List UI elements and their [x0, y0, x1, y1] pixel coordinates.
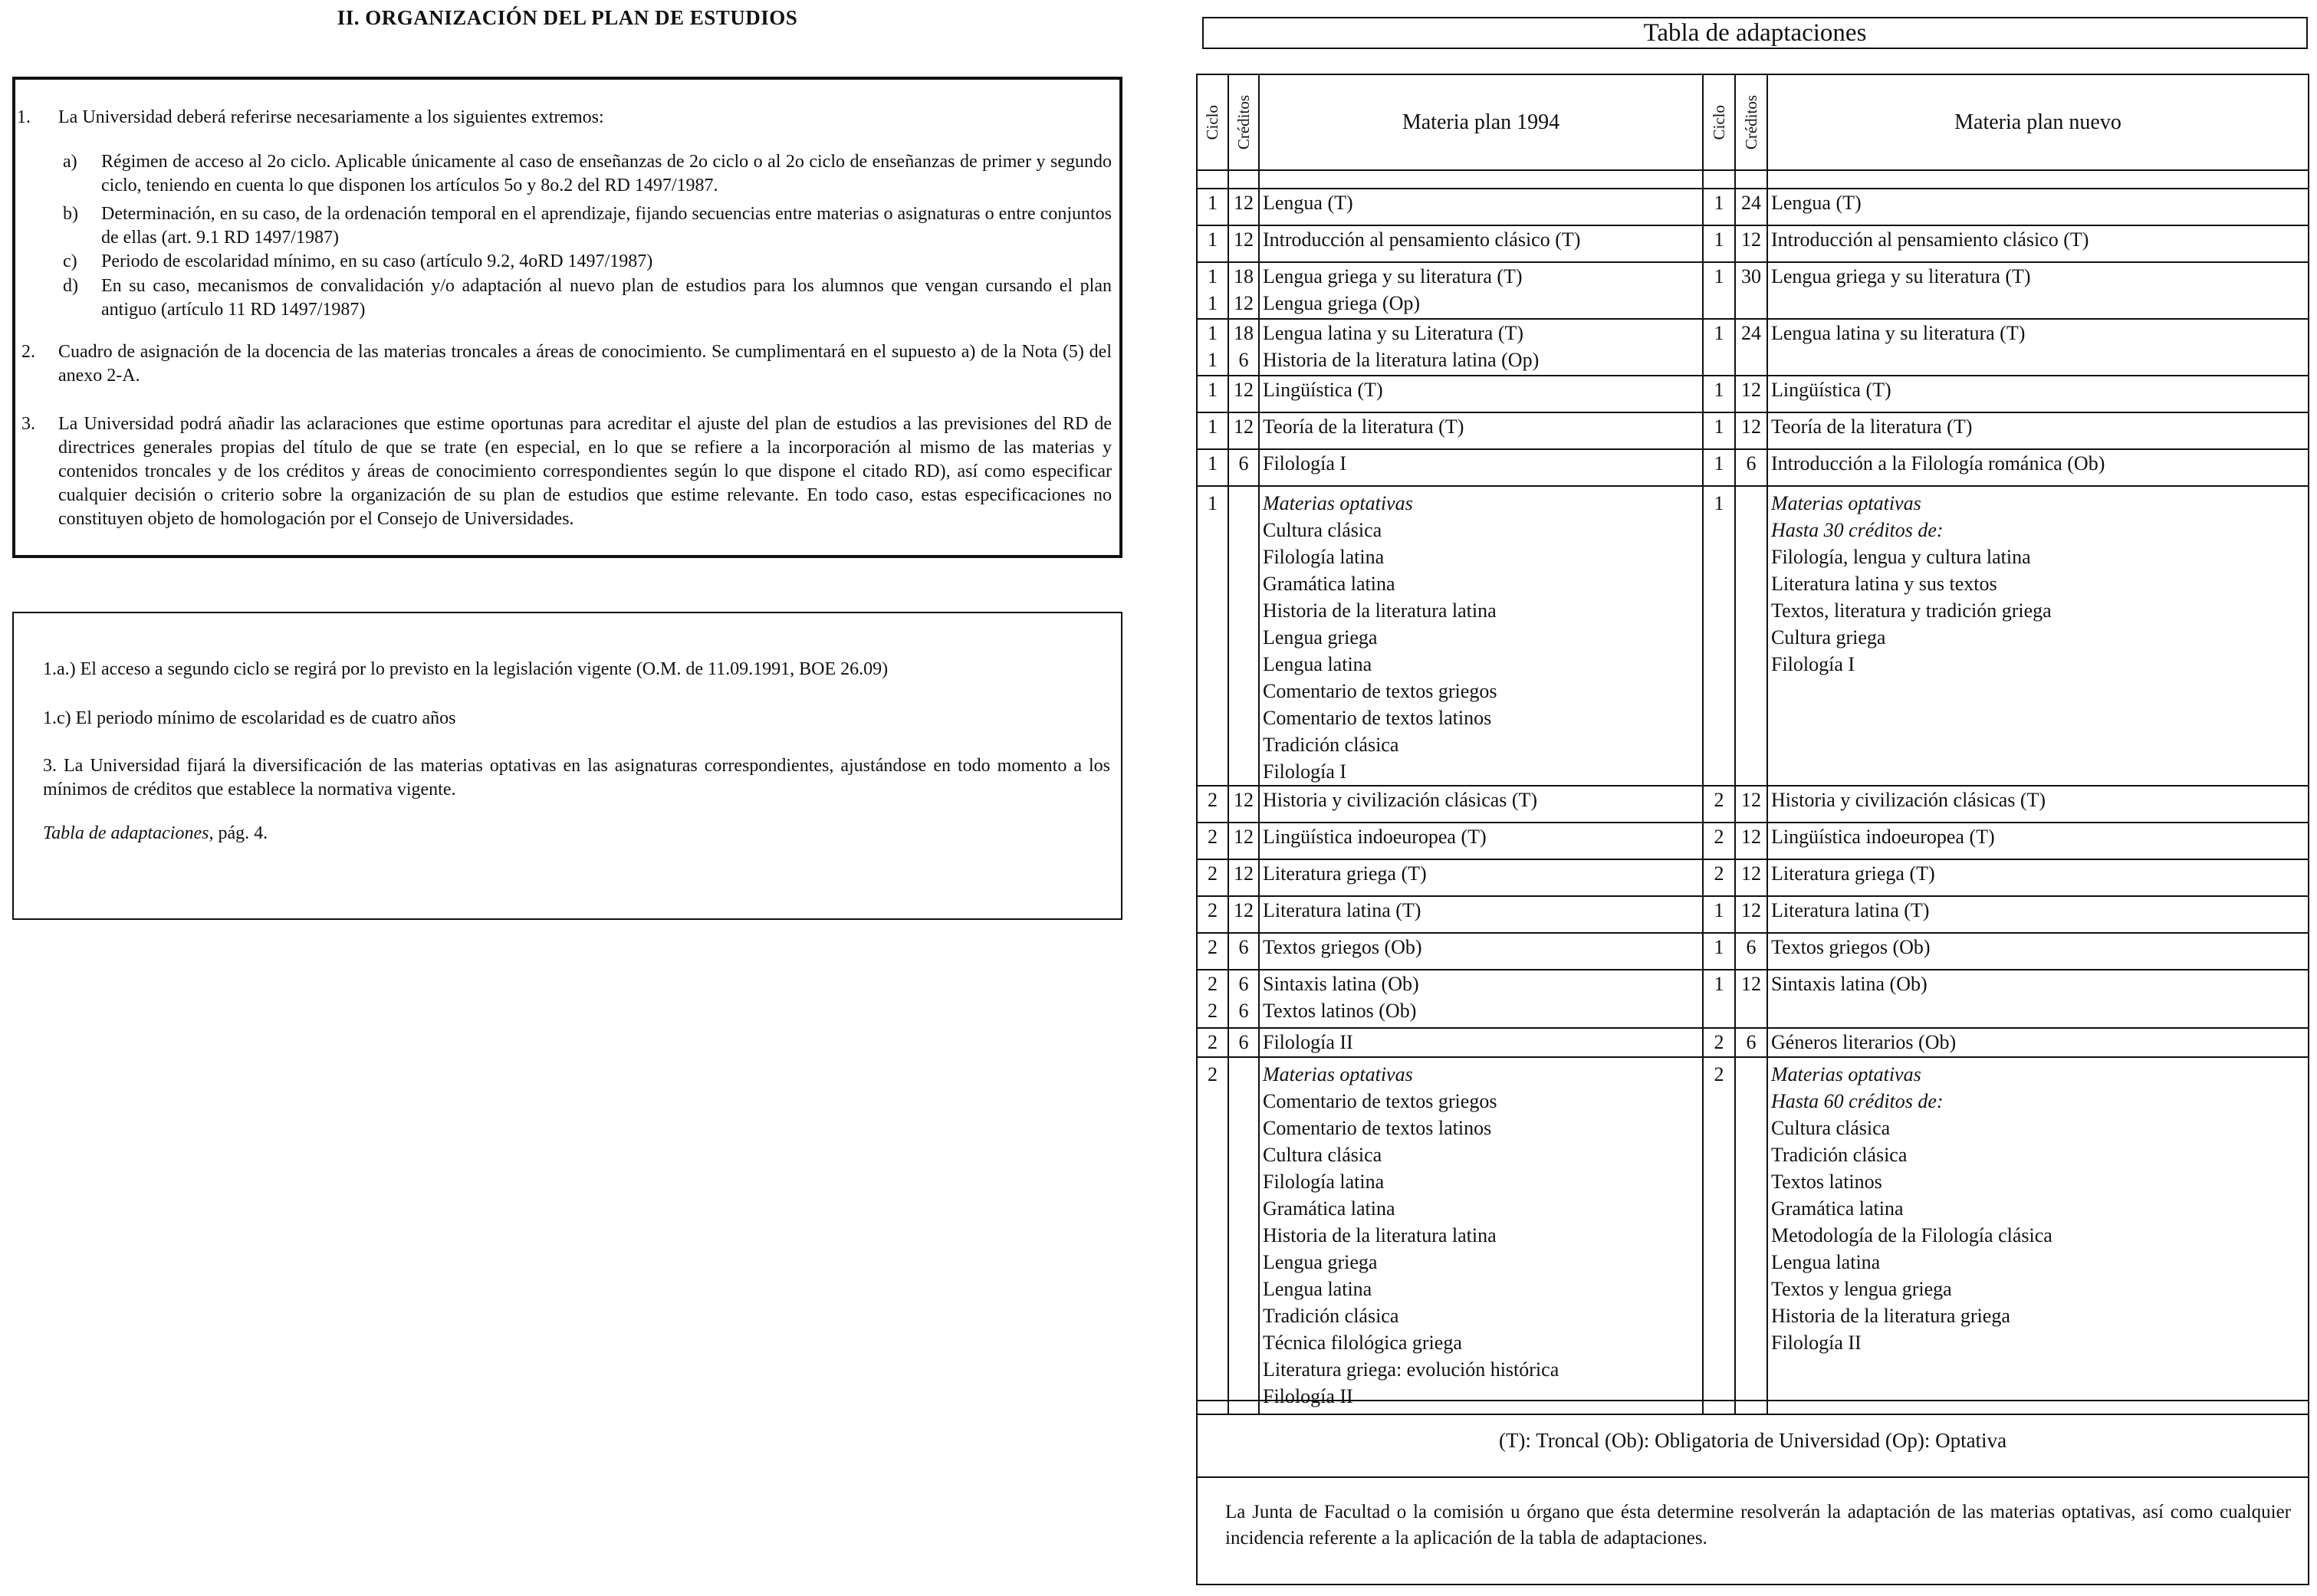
- header-ciclo-new: Ciclo: [1703, 75, 1735, 170]
- list-item: Lengua griega: [1263, 626, 1378, 649]
- list-item: Textos latinos: [1771, 1171, 1882, 1193]
- old-materia: Teoría de la literatura (T): [1259, 412, 1703, 449]
- list-item: Literatura latina y sus textos: [1771, 573, 1997, 595]
- list-item: Filología, lengua y cultura latina: [1771, 546, 2031, 568]
- new-ciclo: 1: [1703, 486, 1735, 786]
- list-item: Lengua latina: [1771, 1251, 1881, 1273]
- list-item: Historia de la literatura latina: [1263, 1224, 1497, 1246]
- header-materia-old: Materia plan 1994: [1259, 75, 1703, 170]
- new-creditos: 12: [1735, 225, 1767, 262]
- table-row: [1198, 225, 2308, 262]
- table-row: [1198, 376, 2308, 412]
- old-creditos: 12: [1228, 376, 1259, 412]
- old-ciclo: 2: [1198, 859, 1228, 896]
- old-optativas-list: [1259, 486, 1703, 786]
- new-ciclo: 1: [1703, 225, 1735, 262]
- new-creditos: 12: [1735, 859, 1767, 896]
- table-row: [1198, 262, 2308, 319]
- new-optativas-heading: Materias optativas: [1771, 492, 1921, 514]
- old-ciclo: 1: [1198, 486, 1228, 786]
- new-creditos: 24: [1735, 319, 1767, 376]
- old-creditos: 12: [1228, 412, 1259, 449]
- new-creditos: 12: [1735, 376, 1767, 412]
- old-optativas-heading: Materias optativas: [1263, 492, 1413, 514]
- list-item: Historia de la literatura latina: [1263, 599, 1497, 622]
- note-table-reference-italic: Tabla de adaptaciones: [43, 823, 209, 843]
- new-ciclo: 1: [1703, 933, 1735, 970]
- list-item: Comentario de textos latinos: [1263, 707, 1492, 729]
- old-ciclo: 2: [1198, 1057, 1228, 1414]
- new-creditos: 30: [1735, 262, 1767, 319]
- spacer-cell: [1735, 170, 1767, 189]
- new-materia: Literatura griega (T): [1767, 859, 2308, 896]
- new-materia: Teoría de la literatura (T): [1767, 412, 2308, 449]
- new-ciclo: 1: [1703, 970, 1735, 1028]
- old-creditos: 6 6: [1228, 970, 1259, 1028]
- new-ciclo: 2: [1703, 859, 1735, 896]
- new-ciclo: 1: [1703, 449, 1735, 486]
- table-row: [1198, 896, 2308, 933]
- spacer-cell: [1228, 170, 1259, 189]
- table-header-row: [1198, 75, 2308, 170]
- header-materia-new: Materia plan nuevo: [1767, 75, 2308, 170]
- new-materia: Introducción a la Filología románica (Ob): [1767, 449, 2308, 486]
- old-materia: Sintaxis latina (Ob) Textos latinos (Ob): [1259, 970, 1703, 1028]
- new-optativas-subheading: Hasta 60 créditos de:: [1771, 1090, 1944, 1112]
- old-creditos: 12: [1228, 859, 1259, 896]
- new-creditos: [1735, 486, 1767, 786]
- item-1-text: La Universidad deberá referirse necesariamente a los siguientes extremos:: [58, 107, 604, 127]
- list-item: Lengua griega: [1263, 1251, 1378, 1273]
- new-materia: Lingüística (T): [1767, 376, 2308, 412]
- new-ciclo: 1: [1703, 412, 1735, 449]
- new-materia: Textos griegos (Ob): [1767, 933, 2308, 970]
- table-row: [1198, 823, 2308, 859]
- list-item: Lengua latina: [1263, 653, 1372, 675]
- old-optativas-list: [1259, 1057, 1703, 1414]
- old-creditos: 6: [1228, 933, 1259, 970]
- old-materia: Lengua (T): [1259, 189, 1703, 225]
- table-row: [1198, 189, 2308, 225]
- list-item: Comentario de textos latinos: [1263, 1117, 1492, 1139]
- spacer-cell: [1703, 170, 1735, 189]
- new-creditos: 6: [1735, 933, 1767, 970]
- old-materia: Introducción al pensamiento clásico (T): [1259, 225, 1703, 262]
- header-ciclo-old: Ciclo: [1198, 75, 1228, 170]
- new-ciclo: 2: [1703, 823, 1735, 859]
- list-item: Comentario de textos griegos: [1263, 1090, 1497, 1112]
- old-creditos: 6: [1228, 449, 1259, 486]
- new-creditos: 12: [1735, 412, 1767, 449]
- list-item: Filología latina: [1263, 546, 1385, 568]
- item-1c-letter: c): [63, 251, 77, 271]
- list-item: Historia de la literatura griega: [1771, 1305, 2010, 1327]
- new-materia: Lengua griega y su literatura (T): [1767, 262, 2308, 319]
- new-ciclo: 1: [1703, 189, 1735, 225]
- old-materia: Literatura latina (T): [1259, 896, 1703, 933]
- list-item: Literatura griega: evolución histórica: [1263, 1358, 1559, 1381]
- list-item: Tradición clásica: [1263, 1305, 1399, 1327]
- old-ciclo: 2: [1198, 896, 1228, 933]
- new-materia: Historia y civilización clásicas (T): [1767, 786, 2308, 823]
- item-1b-text: Determinación, en su caso, de la ordenación temporal en el aprendizaje, fijando secuencias entre materias o asignaturas o entre conjuntos de ellas (art. 9.1 RD 1497/1987): [101, 204, 1112, 248]
- new-creditos: 6: [1735, 1028, 1767, 1057]
- item-1a-text: Régimen de acceso al 2o ciclo. Aplicable únicamente al caso de enseñanzas de 2o ciclo o al 2o ciclo de enseñanzas de primer y segundo ciclo, teniendo en cuenta lo que disponen los artículos 5o y 8o.2 del RD 1497/1987.: [101, 152, 1112, 195]
- new-materia: Lengua (T): [1767, 189, 2308, 225]
- old-creditos: 12: [1228, 189, 1259, 225]
- list-item: Gramática latina: [1263, 573, 1395, 595]
- old-materia: Literatura griega (T): [1259, 859, 1703, 896]
- old-ciclo: 2: [1198, 1028, 1228, 1057]
- old-materia: Filología I: [1259, 449, 1703, 486]
- list-item: Lengua latina: [1263, 1278, 1372, 1300]
- new-ciclo: 1: [1703, 262, 1735, 319]
- old-ciclo: 2: [1198, 823, 1228, 859]
- header-creditos-new: Créditos: [1735, 75, 1767, 170]
- old-materia: Textos griegos (Ob): [1259, 933, 1703, 970]
- list-item: Técnica filológica griega: [1263, 1332, 1462, 1354]
- table-row: [1198, 933, 2308, 970]
- list-item: Filología II: [1263, 1385, 1353, 1407]
- old-creditos: [1228, 1057, 1259, 1414]
- adaptations-table: [1198, 75, 2308, 1415]
- new-materia: Géneros literarios (Ob): [1767, 1028, 2308, 1057]
- old-creditos: 12: [1228, 823, 1259, 859]
- table-row-optativas-2: [1198, 1057, 2308, 1414]
- list-item: Cultura clásica: [1771, 1117, 1891, 1139]
- old-materia: Historia y civilización clásicas (T): [1259, 786, 1703, 823]
- note-table-reference: [43, 822, 1109, 846]
- spacer-cell: [1767, 170, 2308, 189]
- old-creditos: 12: [1228, 896, 1259, 933]
- new-materia: Literatura latina (T): [1767, 896, 2308, 933]
- old-creditos: 12: [1228, 225, 1259, 262]
- old-creditos: [1228, 486, 1259, 786]
- list-item: Filología II: [1771, 1332, 1862, 1354]
- new-creditos: 12: [1735, 970, 1767, 1028]
- item-1-number: 1.: [17, 107, 31, 127]
- old-materia: Lengua griega y su literatura (T) Lengua griega (Op): [1259, 262, 1703, 319]
- old-materia: Filología II: [1259, 1028, 1703, 1057]
- new-optativas-heading: Materias optativas: [1771, 1063, 1921, 1085]
- new-materia: Lengua latina y su literatura (T): [1767, 319, 2308, 376]
- old-ciclo: 1 1: [1198, 262, 1228, 319]
- item-1d-letter: d): [63, 276, 78, 296]
- list-item: Cultura clásica: [1263, 519, 1382, 541]
- old-materia: Lengua latina y su Literatura (T) Historia de la literatura latina (Op): [1259, 319, 1703, 376]
- old-materia: Lingüística indoeuropea (T): [1259, 823, 1703, 859]
- old-ciclo: 2: [1198, 933, 1228, 970]
- list-item: Tradición clásica: [1263, 734, 1399, 756]
- list-item: Cultura clásica: [1263, 1144, 1382, 1166]
- table-spacer-row: [1198, 170, 2308, 189]
- old-creditos: 6: [1228, 1028, 1259, 1057]
- old-ciclo: 2: [1198, 786, 1228, 823]
- footer-note: La Junta de Facultad o la comisión u órgano que ésta determine resolverán la adaptación de las materias optativas, así como cualquier incidencia referente a la aplicación de la tabla de adaptaciones.: [1225, 1502, 2291, 1548]
- new-ciclo: 2: [1703, 1028, 1735, 1057]
- item-2-text: Cuadro de asignación de la docencia de las materias troncales a áreas de conocimiento. Se cumplimentará en el supuesto a) de la Nota (5) del anexo 2-A.: [58, 342, 1112, 386]
- abbreviations-legend: (T): Troncal (Ob): Obligatoria de Universidad (Op): Optativa: [1198, 1400, 2308, 1478]
- note-table-reference-page: , pág. 4.: [209, 823, 268, 843]
- new-ciclo: 2: [1703, 786, 1735, 823]
- table-title: Tabla de adaptaciones: [1202, 17, 2308, 49]
- old-creditos: 12: [1228, 786, 1259, 823]
- note-access: 1.a.) El acceso a segundo ciclo se regirá por lo previsto en la legislación vigente (O.M. de 11.09.1991, BOE 26.09): [43, 659, 889, 679]
- new-ciclo: 2: [1703, 1057, 1735, 1414]
- new-creditos: 12: [1735, 786, 1767, 823]
- new-creditos: 12: [1735, 896, 1767, 933]
- new-ciclo: 1: [1703, 319, 1735, 376]
- spacer-cell: [1259, 170, 1703, 189]
- adaptations-table-frame: [1196, 74, 2309, 1585]
- old-ciclo: 1: [1198, 412, 1228, 449]
- table-row: [1198, 970, 2308, 1028]
- header-creditos-old: Créditos: [1228, 75, 1259, 170]
- table-row: [1198, 1028, 2308, 1057]
- new-ciclo: 1: [1703, 376, 1735, 412]
- list-item: Comentario de textos griegos: [1263, 680, 1497, 702]
- new-creditos: 6: [1735, 449, 1767, 486]
- list-item: Textos, literatura y tradición griega: [1771, 599, 2052, 622]
- note-optativas: 3. La Universidad fijará la diversificación de las materias optativas en las asignaturas correspondientes, ajustándose en todo momento a los mínimos de créditos que establece la normativa vigente.: [43, 756, 1110, 800]
- new-optativas-subheading: Hasta 30 créditos de:: [1771, 519, 1944, 541]
- item-2-number: 2.: [21, 342, 35, 362]
- new-creditos: 24: [1735, 189, 1767, 225]
- list-item: Filología I: [1263, 760, 1347, 783]
- item-3-text: La Universidad podrá añadir las aclaraciones que estime oportunas para acreditar el ajuste del plan de estudios a las previsiones del RD de directrices generales propias del título de que se trate (en especial, en lo que se refiere a la incorporación al mismo de las materias y contenidos troncales y de los créditos y áreas de conocimiento correspondientes según lo que dispone el citado RD), así como especificar cualquier decisión o criterio sobre la organización de su plan de estudios que estime relevante. En todo caso, estas especificaciones no constituyen objeto de homologación por el Consejo de Universidades.: [58, 414, 1112, 529]
- table-row: [1198, 319, 2308, 376]
- table-row: [1198, 449, 2308, 486]
- item-1d-text: En su caso, mecanismos de convalidación y/o adaptación al nuevo plan de estudios para los alumnos que vengan cursando el plan antiguo (artículo 11 RD 1497/1987): [101, 276, 1112, 320]
- old-creditos: 18 6: [1228, 319, 1259, 376]
- new-creditos: [1735, 1057, 1767, 1414]
- old-materia: Lingüística (T): [1259, 376, 1703, 412]
- page-title: II. ORGANIZACIÓN DEL PLAN DE ESTUDIOS: [337, 6, 798, 29]
- notes-box: [12, 612, 1122, 920]
- item-1b-letter: b): [63, 204, 78, 224]
- list-item: Metodología de la Filología clásica: [1771, 1224, 2052, 1246]
- old-ciclo: 1: [1198, 376, 1228, 412]
- old-ciclo: 1 1: [1198, 319, 1228, 376]
- old-creditos: 18 12: [1228, 262, 1259, 319]
- note-minimum-period: 1.c) El periodo mínimo de escolaridad es de cuatro años: [43, 708, 456, 728]
- spacer-cell: [1198, 170, 1228, 189]
- list-item: Cultura griega: [1771, 626, 1886, 649]
- item-3-number: 3.: [21, 414, 35, 434]
- old-ciclo: 2 2: [1198, 970, 1228, 1028]
- table-row: [1198, 786, 2308, 823]
- table-row-optativas-1: [1198, 486, 2308, 786]
- new-materia: Lingüística indoeuropea (T): [1767, 823, 2308, 859]
- new-optativas-list: [1767, 486, 2308, 786]
- old-ciclo: 1: [1198, 449, 1228, 486]
- instructions-box: [12, 77, 1122, 558]
- list-item: Gramática latina: [1771, 1197, 1904, 1220]
- old-ciclo: 1: [1198, 189, 1228, 225]
- list-item: Filología I: [1771, 653, 1855, 675]
- item-1a-letter: a): [63, 152, 77, 172]
- new-creditos: 12: [1735, 823, 1767, 859]
- item-1c-text: Periodo de escolaridad mínimo, en su caso (artículo 9.2, 4oRD 1497/1987): [101, 251, 653, 271]
- old-optativas-heading: Materias optativas: [1263, 1063, 1413, 1085]
- table-row: [1198, 412, 2308, 449]
- list-item: Tradición clásica: [1771, 1144, 1908, 1166]
- new-materia: Introducción al pensamiento clásico (T): [1767, 225, 2308, 262]
- list-item: Gramática latina: [1263, 1197, 1395, 1220]
- new-optativas-list: [1767, 1057, 2308, 1414]
- list-item: Filología latina: [1263, 1171, 1385, 1193]
- new-ciclo: 1: [1703, 896, 1735, 933]
- new-materia: Sintaxis latina (Ob): [1767, 970, 2308, 1028]
- list-item: Textos y lengua griega: [1771, 1278, 1952, 1300]
- table-row: [1198, 859, 2308, 896]
- old-ciclo: 1: [1198, 225, 1228, 262]
